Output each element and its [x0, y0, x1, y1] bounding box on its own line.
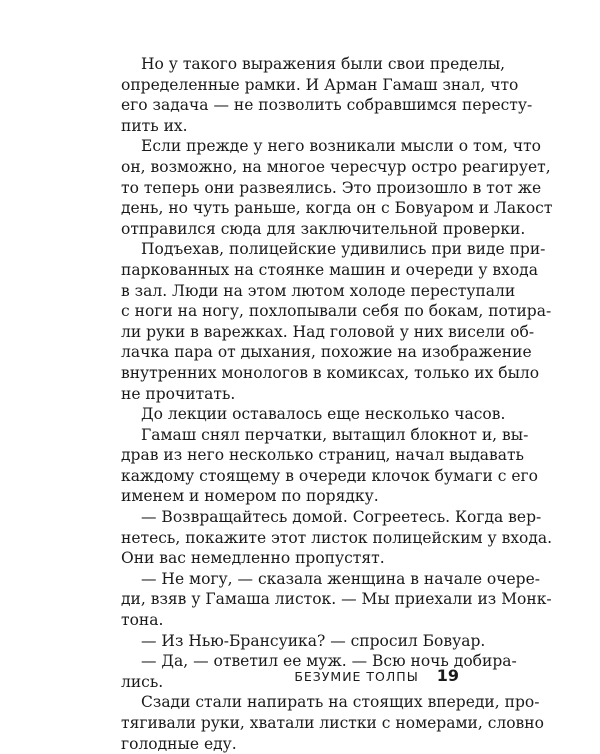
text-line: внутренних монологов в комиксах, только их было [121, 363, 540, 382]
text-line: именем и номером по порядку. [121, 487, 379, 506]
text-line: каждому стоящему в очереди клочок бумаги с его [121, 466, 538, 485]
paragraph [121, 569, 552, 631]
text-line: тягивали руки, хватали листки с номерами, словно [121, 714, 544, 732]
text-line: Но у такого выражения были свои пределы, [141, 55, 506, 73]
text-line: он, возможно, на многое чересчур остро реагирует, [121, 157, 551, 176]
text-line: нетесь, покажите этот листок полицейским у входа. [121, 528, 553, 547]
body-text [121, 54, 553, 754]
text-line: день, но чуть раньше, когда он с Бовуаром и Лакост [121, 199, 553, 218]
running-head: БЕЗУМИЕ ТОЛПЫ [294, 669, 419, 684]
text-line: определенные рамки. И Арман Гамаш знал, что [121, 75, 519, 94]
text-line: — Не могу, — сказала женщина в начале очере- [141, 569, 541, 588]
text-line: голодные еду. [121, 734, 237, 753]
text-line: паркованных на стоянке машин и очереди у входа [121, 260, 538, 279]
page-number: 19 [436, 666, 459, 685]
text-line: Подъехав, полицейские удивились при виде при- [141, 240, 546, 259]
text-line: драв из него несколько страниц, начал выдавать [121, 446, 524, 465]
text-line: лачка пара от дыхания, похожие на изображение [121, 343, 532, 362]
text-line: с ноги на ногу, похлопывали себя по бокам, потира- [121, 302, 552, 321]
text-line: в зал. Люди на этом лютом холоде переступали [121, 281, 516, 300]
paragraph [121, 507, 553, 569]
paragraph [121, 692, 544, 754]
paragraph [121, 425, 538, 507]
text-line: Гамаш снял перчатки, вытащил блокнот и, вы- [141, 425, 529, 444]
paragraph [121, 404, 506, 425]
text-line: отправился сюда для заключительной проверки. [121, 219, 526, 238]
text-line: не прочитать. [121, 384, 236, 403]
text-line: ди, взяв у Гамаша листок. — Мы приехали из Монк- [121, 590, 552, 609]
text-line: ли руки в варежках. Над головой у них висели об- [121, 322, 535, 341]
text-line: Сзади стали напирать на стоящих впереди, про- [141, 693, 540, 712]
text-line: пить их. [121, 116, 188, 135]
paragraph [121, 54, 533, 136]
text-line: тона. [121, 611, 164, 630]
text-line: — Возвращайтесь домой. Согреетесь. Когда вер- [141, 508, 542, 527]
text-line: — Из Нью-Брансуика? — спросил Бовуар. [141, 631, 486, 650]
paragraph [121, 239, 552, 404]
text-line: До лекции оставалось еще несколько часов. [141, 405, 506, 424]
text-line: то теперь они развеялись. Это произошло в тот же [121, 178, 542, 197]
paragraph [121, 631, 486, 652]
text-line: его задача — не позволить собравшимся пересту- [121, 96, 533, 115]
text-line: Если прежде у него возникали мысли о том, что [141, 137, 541, 156]
text-line: лись. [121, 672, 164, 691]
page-footer [294, 666, 459, 685]
paragraph [121, 136, 553, 239]
text-line: — Да, — ответил ее муж. — Всю ночь добира- [141, 652, 517, 671]
text-line: Они вас немедленно пропустят. [121, 549, 385, 568]
